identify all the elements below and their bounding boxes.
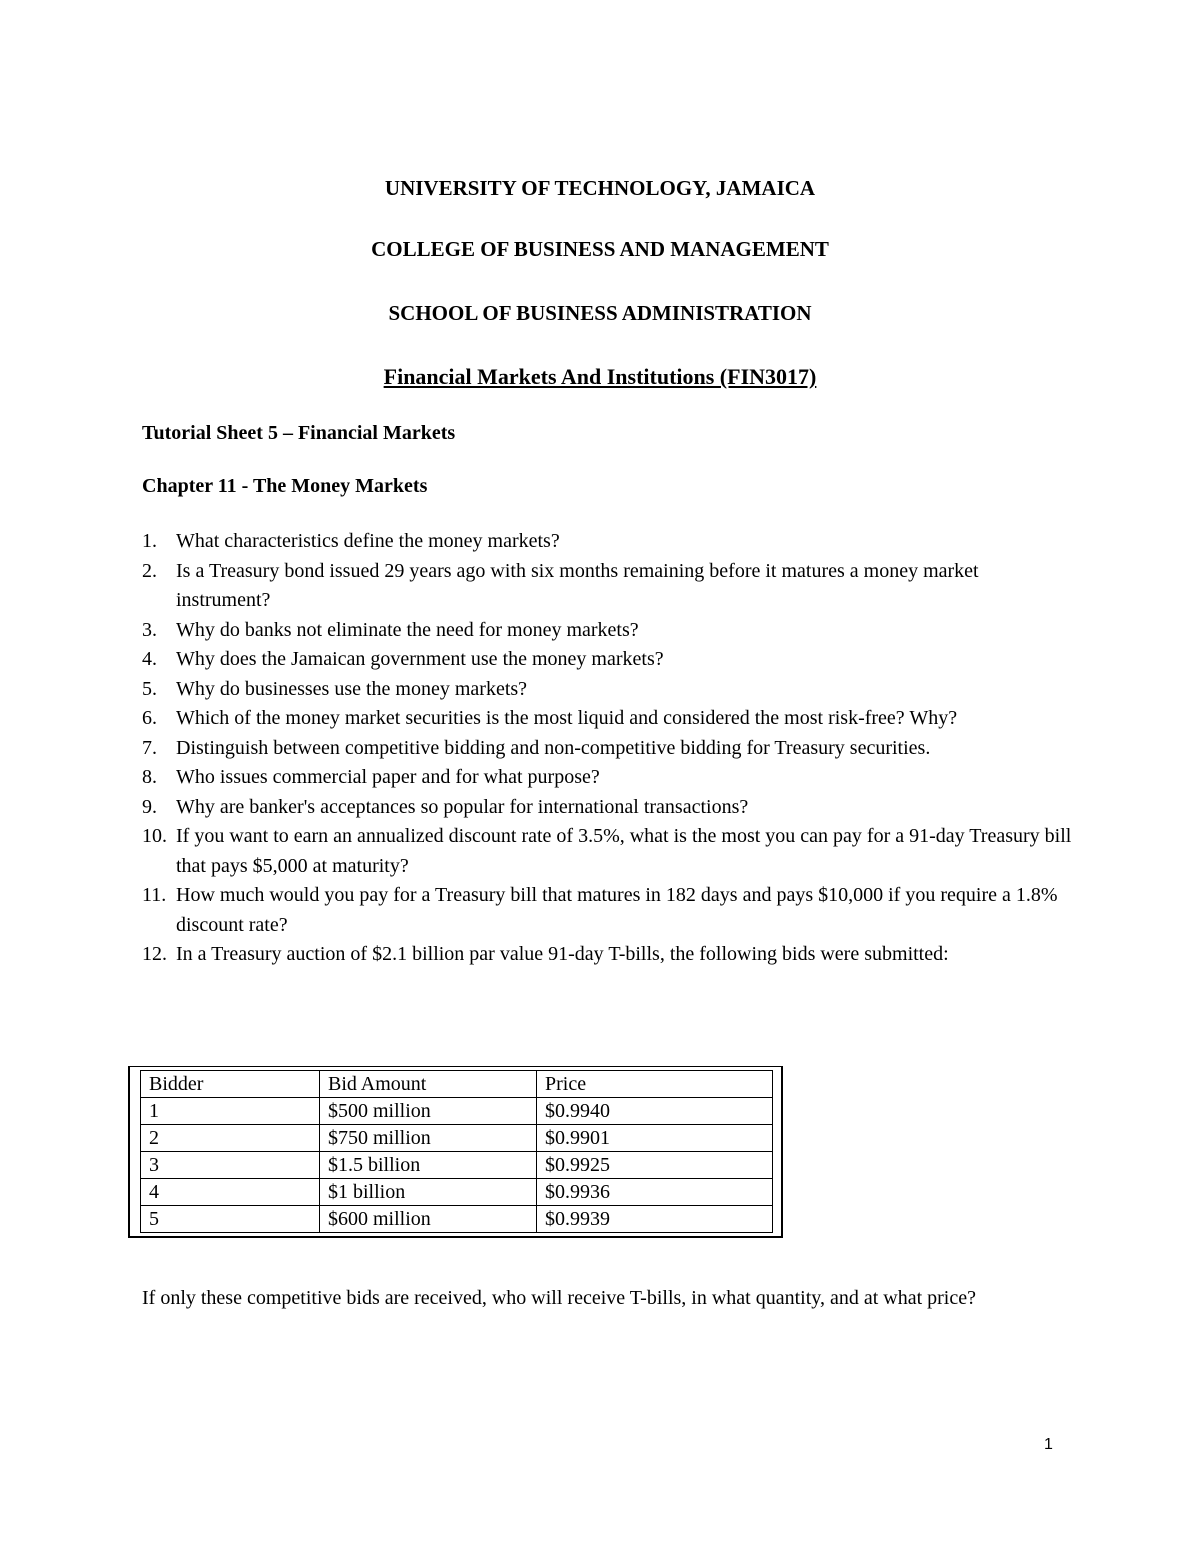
question-text: Why do banks not eliminate the need for money markets? (176, 618, 639, 641)
question-item (142, 557, 1072, 616)
cell-bid-amount: $500 million (320, 1098, 537, 1125)
question-list (142, 527, 1072, 970)
question-text: Why are banker's acceptances so popular for international transactions? (176, 795, 749, 818)
table-row (141, 1125, 773, 1152)
question-item (142, 616, 1072, 646)
question-item (142, 675, 1072, 705)
question-text: Is a Treasury bond issued 29 years ago with six months remaining before it matures a money market instrument? (176, 559, 979, 611)
bids-table-frame (128, 1066, 783, 1238)
question-number: 11. (142, 884, 167, 906)
question-text: If you want to earn an annualized discount rate of 3.5%, what is the most you can pay for a 91-day Treasury bill that pays $5,000 at maturity? (176, 825, 1072, 877)
cell-bid-amount: $750 million (320, 1125, 537, 1152)
college-name: COLLEGE OF BUSINESS AND MANAGEMENT (371, 237, 829, 261)
cell-bidder: 1 (141, 1098, 320, 1125)
question-text: Distinguish between competitive bidding and non-competitive bidding for Treasury securities. (176, 736, 931, 759)
closing-question: If only these competitive bids are received, who will receive T-bills, in what quantity, and at what price? (142, 1287, 976, 1309)
question-item (142, 940, 1072, 970)
question-number: 7. (142, 736, 157, 759)
header-bid-amount: Bid Amount (320, 1071, 537, 1098)
question-item (142, 763, 1072, 793)
table-row (141, 1152, 773, 1179)
header-price: Price (537, 1071, 773, 1098)
bids-table (140, 1070, 773, 1233)
chapter-heading: Chapter 11 - The Money Markets (142, 475, 428, 497)
question-text: Which of the money market securities is the most liquid and considered the most risk-free? Why? (176, 707, 958, 729)
question-item (142, 881, 1072, 940)
question-text: Who issues commercial paper and for what purpose? (176, 766, 600, 788)
question-number: 12. (142, 943, 167, 965)
question-number: 6. (142, 707, 157, 729)
page-number: 1 (1044, 1436, 1053, 1453)
question-item (142, 527, 1072, 557)
question-number: 5. (142, 677, 157, 700)
question-text: Why does the Jamaican government use the money markets? (176, 648, 664, 670)
table-row (141, 1206, 773, 1233)
university-name: UNIVERSITY OF TECHNOLOGY, JAMAICA (384, 176, 816, 200)
question-number: 4. (142, 648, 157, 670)
cell-price: $0.9925 (537, 1152, 773, 1179)
question-number: 9. (142, 795, 157, 818)
question-number: 8. (142, 766, 157, 788)
question-text: What characteristics define the money markets? (176, 530, 560, 552)
table-row (141, 1179, 773, 1206)
question-text: How much would you pay for a Treasury bill that matures in 182 days and pays $10,000 if you require a 1.8% discount rate? (176, 884, 1058, 936)
header-bidder: Bidder (141, 1071, 320, 1098)
tutorial-heading: Tutorial Sheet 5 – Financial Markets (142, 422, 456, 444)
cell-bid-amount: $1.5 billion (320, 1152, 537, 1179)
question-text: Why do businesses use the money markets? (176, 677, 528, 700)
cell-bidder: 3 (141, 1152, 320, 1179)
course-title: Financial Markets And Institutions (FIN3017) (383, 364, 817, 389)
question-number: 10. (142, 825, 167, 847)
cell-price: $0.9940 (537, 1098, 773, 1125)
cell-bidder: 5 (141, 1206, 320, 1233)
table-row (141, 1098, 773, 1125)
school-name: SCHOOL OF BUSINESS ADMINISTRATION (388, 301, 812, 325)
question-item (142, 704, 1072, 734)
question-number: 1. (142, 530, 157, 552)
question-item (142, 645, 1072, 675)
question-item (142, 793, 1072, 823)
cell-price: $0.9901 (537, 1125, 773, 1152)
table-header-row (141, 1071, 773, 1098)
question-number: 3. (142, 618, 157, 641)
cell-bidder: 2 (141, 1125, 320, 1152)
question-text: In a Treasury auction of $2.1 billion par value 91-day T-bills, the following bids were submitted: (176, 943, 949, 965)
cell-price: $0.9939 (537, 1206, 773, 1233)
question-number: 2. (142, 559, 157, 582)
question-item (142, 734, 1072, 764)
cell-price: $0.9936 (537, 1179, 773, 1206)
question-item (142, 822, 1072, 881)
cell-bidder: 4 (141, 1179, 320, 1206)
cell-bid-amount: $600 million (320, 1206, 537, 1233)
cell-bid-amount: $1 billion (320, 1179, 537, 1206)
